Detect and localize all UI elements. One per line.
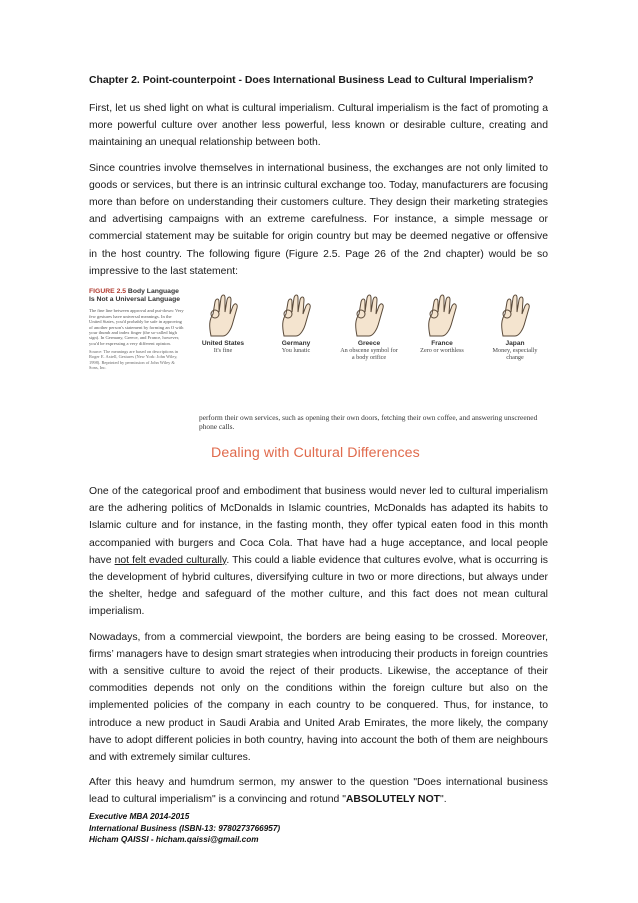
ok-hand-icon bbox=[422, 292, 462, 338]
paragraph-mcdonalds bbox=[89, 483, 548, 621]
hand-meaning: An obscene symbol for a body orifice bbox=[340, 347, 398, 362]
hand-gesture-japan bbox=[485, 292, 545, 361]
hand-meaning: It's fine bbox=[213, 347, 233, 355]
hand-country: Germany bbox=[281, 340, 311, 348]
hand-gesture-us bbox=[193, 292, 253, 354]
figure-caption-panel bbox=[89, 288, 185, 370]
figure-source: Source: The meanings are based on descriptions in Roger E. Axtell, Gestures (New York: John Wiley, 1998). Reprinted by permission of John Wiley & Sons, Inc. bbox=[89, 349, 179, 370]
figure-label bbox=[89, 288, 185, 304]
paragraph-commercial-viewpoint: Nowadays, from a commercial viewpoint, the borders are being easing to be crossed. Moreover, firms’ managers have to design smart strategies when introducing their products in foreign countries with a sensitive culture to avoid the reject of their products. Likewise, the acceptance of their commodities depends not only on the conditions within the foreign culture but also on the implemented policies of the company in each country to be conquered. Thus, for instance, to introduce a new product in Saudi Arabia and United Arab Emirates, the more likely, the company have to adopt different policies in both country, having into account the both of them are neighbours and with extremely similar cultures. bbox=[89, 631, 548, 764]
hand-meaning: Money, especially change bbox=[492, 347, 538, 362]
page-footer bbox=[89, 811, 489, 846]
hand-country: Greece bbox=[357, 340, 381, 348]
ok-hand-icon bbox=[276, 292, 316, 338]
paragraph-conclusion bbox=[89, 774, 548, 808]
ok-hand-icon bbox=[495, 292, 535, 338]
figure-side-text: The fine line between approval and put-down: Very few gestures have universal meanings. In the United States, you'd probably be safe in approving of another person's statement by forming an O with your thumb and index finger (the so-called high sign). In Germany, Greece, and France, however, you'd be expressing a very different opinion. bbox=[89, 308, 184, 346]
figure-title: Body Language Is Not a Universal Language bbox=[89, 288, 181, 304]
underlined-phrase: not felt evaded culturally bbox=[114, 554, 227, 566]
hand-gestures-row bbox=[193, 292, 548, 382]
chapter-title: Chapter 2. Point-counterpoint - Does International Business Lead to Cultural Imperialism? bbox=[89, 75, 534, 86]
hand-gesture-france bbox=[412, 292, 472, 354]
text-segment: ". bbox=[440, 794, 447, 806]
footer-program: Executive MBA 2014-2015 bbox=[89, 812, 190, 821]
figure-body-text: perform their own services, such as opening their own doors, fetching their own coffee, and answering unscreened phone calls. bbox=[199, 413, 538, 432]
hand-meaning: You lunatic bbox=[281, 347, 311, 355]
answer-bold: ABSOLUTELY NOT bbox=[345, 794, 440, 806]
text-segment: One of the categorical proof and embodiment that business would never led to cultural imperialism are the adhering politics of McDonalds in Islamic countries, McDonalds has adapted its habits to Islamic culture and for instance, in the fasting month, they offer typical eaten food in this month accompanied with burgers and Coca Cola. That have had a huge acceptance, and local people have bbox=[89, 486, 548, 566]
hand-country: Japan bbox=[505, 340, 525, 348]
figure-number: FIGURE 2.5 bbox=[89, 288, 127, 296]
figure-body-language bbox=[89, 288, 548, 471]
text-segment: . This could a liable evidence that cultures evolve, what is occurring is the development of hybrid cultures, diversifying culture in two or more directions, but always under the shelter, hedge and safeguard of the mother culture, and this fact does not mean cultural imperialism. bbox=[89, 554, 548, 618]
hand-meaning: Zero or worthless bbox=[420, 347, 464, 355]
figure-section-heading: Dealing with Cultural Differences bbox=[211, 445, 420, 462]
text-segment: After this heavy and humdrum sermon, my answer to the question "Does international business lead to cultural imperialism" is a convincing and rotund " bbox=[89, 777, 548, 806]
footer-author: Hicham QAISSI - hicham.qaissi@gmail.com bbox=[89, 835, 259, 844]
paragraph-definition: First, let us shed light on what is cultural imperialism. Cultural imperialism is the fact of promoting a more powerful culture over another less powerful, less known or desirable culture, creating and maintaining an unequal relationship between both. bbox=[89, 103, 548, 149]
paragraph-cultural-exchange: Since countries involve themselves in international business, the exchanges are not only limited to goods or services, but there is an intrinsic cultural exchange too. Today, manufacturers are focusing more than before on understanding their customers culture. They design their marketing strategies and advertising campaigns with an extreme carefulness. For instance, a simple message or commercial statement may be suitable for origin country but may be deemed negative or offensive in the host country. The following figure (Figure 2.5. Page 26 of the 2nd chapter) would be so impressive to the last statement: bbox=[89, 162, 548, 277]
ok-hand-icon bbox=[203, 292, 243, 338]
hand-gesture-greece bbox=[339, 292, 399, 361]
hand-country: France bbox=[431, 340, 453, 348]
footer-course: International Business (ISBN-13: 9780273766957) bbox=[89, 823, 281, 833]
ok-hand-icon bbox=[349, 292, 389, 338]
page-content bbox=[89, 74, 548, 817]
hand-country: United States bbox=[201, 340, 245, 348]
hand-gesture-germany bbox=[266, 292, 326, 354]
